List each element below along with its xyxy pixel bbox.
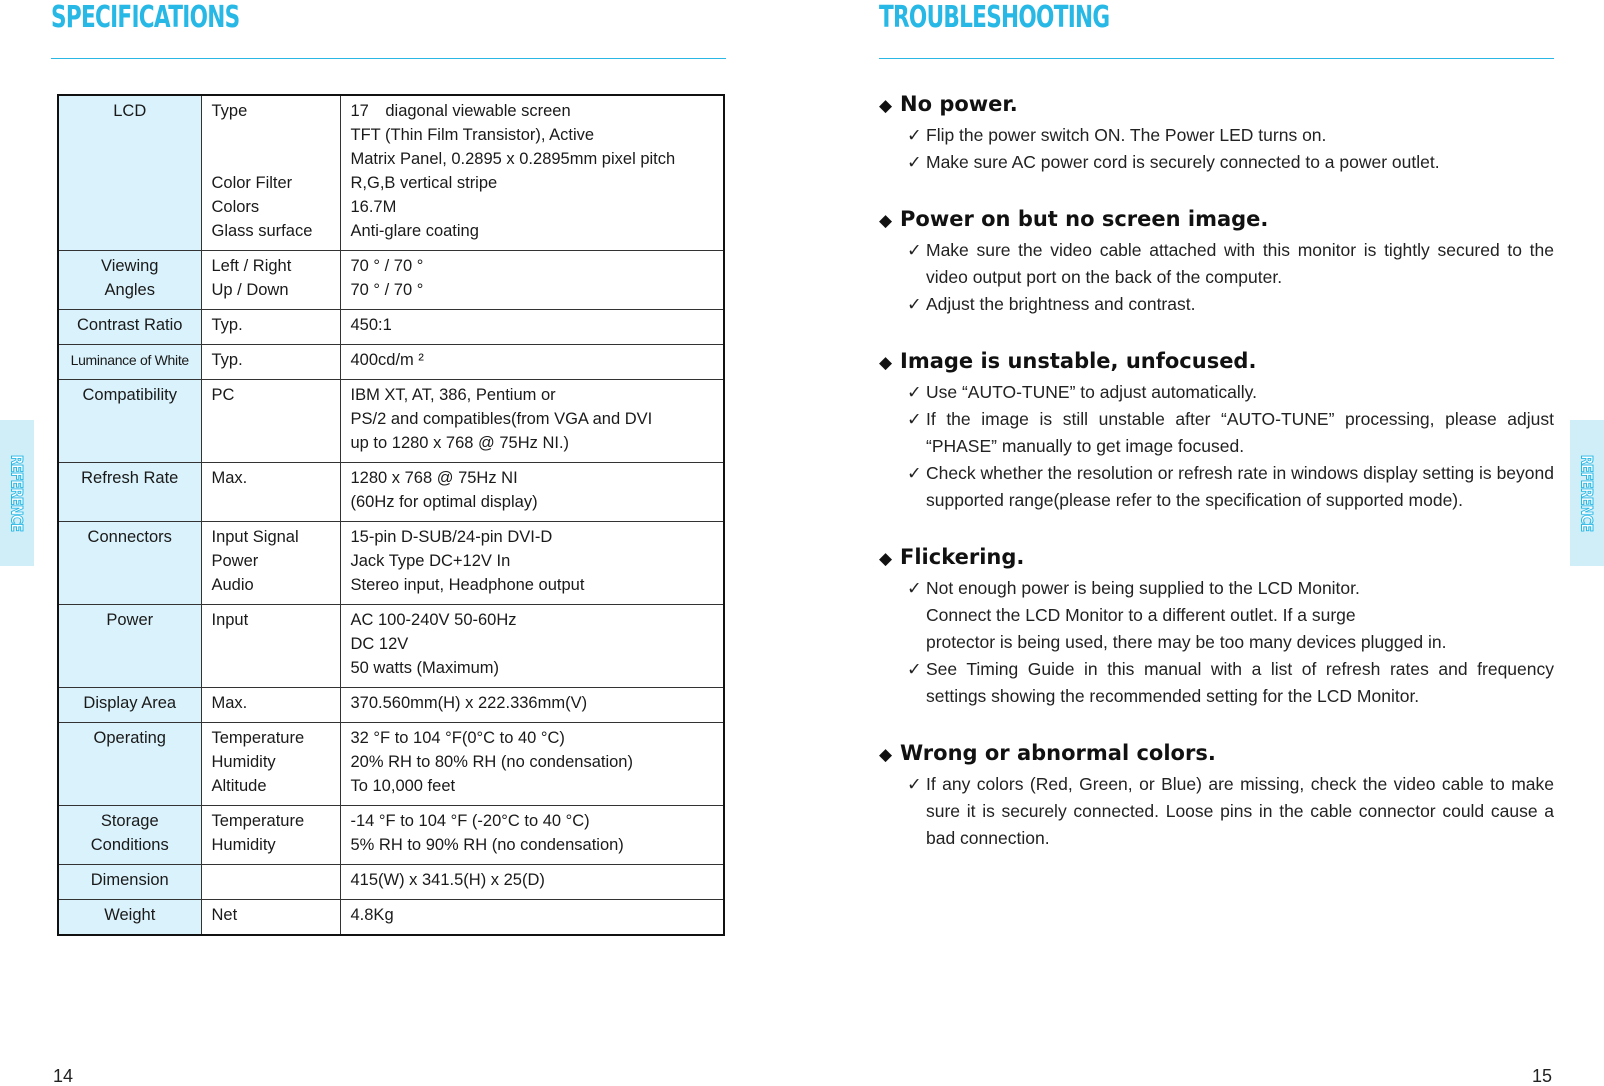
spec-category-cell <box>58 95 201 251</box>
spec-item-line: Color Filter <box>211 174 293 192</box>
troubleshooting-section <box>879 203 1554 318</box>
spec-category-line: Compatibility <box>82 386 177 404</box>
spec-value-line: 50 watts (Maximum) <box>350 659 500 677</box>
step-text: Make sure AC power cord is securely connected to a power outlet. <box>926 152 1440 172</box>
spec-item-line: Colors <box>211 198 260 216</box>
troubleshooting-step <box>879 771 1554 852</box>
spec-row <box>58 345 724 380</box>
troubleshooting-step <box>879 379 1554 406</box>
spec-category-line: Conditions <box>90 836 169 854</box>
spec-value-cell <box>340 900 724 936</box>
step-text: Adjust the brightness and contrast. <box>926 294 1196 314</box>
spec-item-line <box>212 123 340 147</box>
diamond-bullet-icon: ◆ <box>879 353 893 373</box>
specifications-table <box>57 94 725 936</box>
spec-row <box>58 463 724 522</box>
troubleshooting-section <box>879 88 1554 176</box>
spec-value-line: 4.8Kg <box>350 906 394 924</box>
spec-row <box>58 251 724 310</box>
spec-value-line: IBM XT, AT, 386, Pentium or <box>350 386 556 404</box>
spec-item-cell <box>201 463 340 522</box>
step-text: Use “AUTO-TUNE” to adjust automatically. <box>926 382 1257 402</box>
spec-item-cell <box>201 688 340 723</box>
spec-item-line: Typ. <box>211 351 243 369</box>
troubleshooting-heading <box>879 345 1554 379</box>
title-divider-left <box>51 58 726 59</box>
checkmark-icon: ✓ <box>907 463 922 483</box>
troubleshooting-heading <box>879 541 1554 575</box>
spec-item-line: Left / Right <box>211 257 292 275</box>
spec-row <box>58 95 724 251</box>
spec-item-line: Net <box>211 906 238 924</box>
reference-tab-label: REFERENCE <box>7 454 27 532</box>
spec-item-line <box>212 147 340 171</box>
step-text: If the image is still unstable after “AUTO-TUNE” processing, please adjust “PHASE” manually to get image focused. <box>926 409 1554 456</box>
checkmark-icon: ✓ <box>907 125 922 145</box>
spec-value-cell <box>340 380 724 463</box>
diamond-bullet-icon: ◆ <box>879 745 893 765</box>
spec-value-cell <box>340 345 724 380</box>
spec-category-line: Angles <box>104 281 155 299</box>
spec-value-cell <box>340 522 724 605</box>
spec-row <box>58 806 724 865</box>
spec-item-cell <box>201 310 340 345</box>
checkmark-icon: ✓ <box>907 578 922 598</box>
troubleshooting-heading <box>879 88 1554 122</box>
spec-category-line: Weight <box>104 906 156 924</box>
spec-value-cell <box>340 688 724 723</box>
spec-value-line: PS/2 and compatibles(from VGA and DVI <box>350 410 653 428</box>
spec-category-cell <box>58 723 201 806</box>
troubleshooting-step <box>879 149 1554 176</box>
spec-item-cell <box>201 900 340 936</box>
spec-value-line: 1280 x 768 @ 75Hz NI <box>350 469 518 487</box>
spec-row <box>58 865 724 900</box>
spec-value-line: 20% RH to 80% RH (no condensation) <box>350 753 633 771</box>
checkmark-icon: ✓ <box>907 240 922 260</box>
spec-item-line: Humidity <box>211 753 276 771</box>
troubleshooting-list <box>879 88 1554 852</box>
spec-value-line: up to 1280 x 768 @ 75Hz NI.) <box>350 434 570 452</box>
page-title-specifications: SPECIFICATIONS <box>51 0 240 35</box>
spec-item-line: Max. <box>211 469 248 487</box>
spec-category-cell <box>58 865 201 900</box>
spec-value-line: R,G,B vertical stripe <box>350 174 498 192</box>
spec-item-cell <box>201 95 340 251</box>
spec-item-cell <box>201 806 340 865</box>
reference-tab-right <box>1570 420 1604 566</box>
spec-value-line: 5% RH to 90% RH (no condensation) <box>350 836 624 854</box>
spec-category-line: Refresh Rate <box>81 469 179 487</box>
spec-item-cell <box>201 605 340 688</box>
spec-value-cell <box>340 806 724 865</box>
troubleshooting-step <box>879 291 1554 318</box>
spec-item-line: Glass surface <box>211 222 313 240</box>
spec-value-line: 70 ° / 70 ° <box>350 281 424 299</box>
spec-item-line: Humidity <box>211 836 276 854</box>
diamond-bullet-icon: ◆ <box>879 549 893 569</box>
spec-value-line: 400cd/m ² <box>350 351 424 369</box>
spec-item-line: Type <box>211 102 248 120</box>
spec-value-line: 17 diagonal viewable screen <box>350 102 571 120</box>
spec-category-cell <box>58 522 201 605</box>
spec-item-line: Up / Down <box>211 281 289 299</box>
troubleshooting-section <box>879 345 1554 514</box>
spec-item-cell <box>201 723 340 806</box>
spec-value-cell <box>340 251 724 310</box>
checkmark-icon: ✓ <box>907 382 922 402</box>
spec-category-cell <box>58 251 201 310</box>
spec-item-line: Typ. <box>211 316 243 334</box>
spec-category-line: Contrast Ratio <box>77 316 183 334</box>
spec-item-line: Audio <box>211 576 254 594</box>
heading-text: Image is unstable, unfocused. <box>900 349 1257 373</box>
heading-text: No power. <box>900 92 1018 116</box>
troubleshooting-heading <box>879 737 1554 771</box>
troubleshooting-section <box>879 541 1554 710</box>
spec-value-line: Matrix Panel, 0.2895 x 0.2895mm pixel pitch <box>350 150 676 168</box>
spec-category-cell <box>58 605 201 688</box>
spec-value-cell <box>340 310 724 345</box>
spec-category-cell <box>58 900 201 936</box>
heading-text: Wrong or abnormal colors. <box>900 741 1216 765</box>
troubleshooting-section <box>879 737 1554 852</box>
title-divider-right <box>879 58 1554 59</box>
spec-value-line: 15-pin D-SUB/24-pin DVI-D <box>350 528 553 546</box>
spec-item-line: PC <box>211 386 235 404</box>
step-text: Flip the power switch ON. The Power LED turns on. <box>926 125 1327 145</box>
checkmark-icon: ✓ <box>907 294 922 314</box>
spec-category-cell <box>58 380 201 463</box>
checkmark-icon: ✓ <box>907 409 922 429</box>
spec-value-cell <box>340 95 724 251</box>
troubleshooting-heading <box>879 203 1554 237</box>
spec-item-line: Input Signal <box>211 528 299 546</box>
spec-item-line: Altitude <box>211 777 267 795</box>
checkmark-icon: ✓ <box>907 152 922 172</box>
spec-category-cell <box>58 463 201 522</box>
step-text: Not enough power is being supplied to the LCD Monitor. <box>926 578 1360 598</box>
spec-item-cell <box>201 345 340 380</box>
checkmark-icon: ✓ <box>907 774 922 794</box>
spec-category-cell <box>58 806 201 865</box>
troubleshooting-step <box>879 406 1554 460</box>
spec-item-line: Input <box>211 611 249 629</box>
troubleshooting-step <box>879 237 1554 291</box>
spec-value-line: To 10,000 feet <box>350 777 456 795</box>
spec-item-cell <box>201 522 340 605</box>
spec-category-cell <box>58 688 201 723</box>
diamond-bullet-icon: ◆ <box>879 211 893 231</box>
step-text: Make sure the video cable attached with this monitor is tightly secured to the video output port on the back of the computer. <box>926 240 1554 287</box>
spec-row <box>58 605 724 688</box>
reference-tab-left <box>0 420 34 566</box>
spec-item-line: Temperature <box>211 812 305 830</box>
spec-value-line: Stereo input, Headphone output <box>350 576 585 594</box>
step-text: Connect the LCD Monitor to a different outlet. If a surge <box>926 605 1356 625</box>
checkmark-icon: ✓ <box>907 659 922 679</box>
spec-item-cell <box>201 865 340 900</box>
spec-category-cell <box>58 310 201 345</box>
spec-value-line: 450:1 <box>350 316 392 334</box>
spec-value-cell <box>340 605 724 688</box>
troubleshooting-step <box>879 656 1554 710</box>
heading-text: Flickering. <box>900 545 1025 569</box>
page-number-left: 14 <box>53 1066 74 1086</box>
spec-value-cell <box>340 463 724 522</box>
spec-row <box>58 900 724 936</box>
step-text: protector is being used, there may be too many devices plugged in. <box>926 632 1447 652</box>
troubleshooting-step <box>879 575 1554 656</box>
spec-category-line: Storage <box>100 812 159 830</box>
spec-row <box>58 310 724 345</box>
spec-value-line: TFT (Thin Film Transistor), Active <box>350 126 595 144</box>
spec-value-line: (60Hz for optimal display) <box>350 493 538 511</box>
step-text: Check whether the resolution or refresh rate in windows display setting is beyond supported range(please refer to the specification of supported mode). <box>926 463 1554 510</box>
troubleshooting-step <box>879 122 1554 149</box>
spec-value-line: AC 100-240V 50-60Hz <box>350 611 517 629</box>
spec-category-line: LCD <box>113 102 147 120</box>
heading-text: Power on but no screen image. <box>900 207 1269 231</box>
spec-item-line: Temperature <box>211 729 305 747</box>
spec-value-cell <box>340 723 724 806</box>
spec-category-line: Operating <box>93 729 166 747</box>
spec-value-line: Anti-glare coating <box>350 222 479 240</box>
spec-item-line <box>212 868 340 892</box>
spec-row <box>58 688 724 723</box>
spec-value-line: 370.560mm(H) x 222.336mm(V) <box>350 694 588 712</box>
troubleshooting-step <box>879 460 1554 514</box>
reference-tab-label: REFERENCE <box>1577 454 1597 532</box>
spec-item-line: Power <box>211 552 259 570</box>
spec-value-line: 70 ° / 70 ° <box>350 257 424 275</box>
spec-category-line: Dimension <box>90 871 169 889</box>
step-text: See Timing Guide in this manual with a list of refresh rates and frequency settings showing the recommended setting for the LCD Monitor. <box>926 659 1554 706</box>
spec-value-line: 415(W) x 341.5(H) x 25(D) <box>350 871 545 889</box>
spec-category-line: Luminance of White <box>70 352 189 368</box>
spec-value-line: 16.7M <box>350 198 397 216</box>
spec-value-line: DC 12V <box>350 635 409 653</box>
spec-row <box>58 380 724 463</box>
spec-value-cell <box>340 865 724 900</box>
page-title-troubleshooting: TROUBLESHOOTING <box>879 0 1110 35</box>
page-number-right: 15 <box>1532 1066 1553 1086</box>
spec-category-cell <box>58 345 201 380</box>
spec-value-line: Jack Type DC+12V In <box>350 552 511 570</box>
spec-item-cell <box>201 380 340 463</box>
spec-category-line: Display Area <box>83 694 177 712</box>
step-text: If any colors (Red, Green, or Blue) are missing, check the video cable to make sure it is securely connected. Loose pins in the cable connector could cause a bad connection. <box>926 774 1554 848</box>
spec-value-line: 32 °F to 104 °F(0°C to 40 °C) <box>350 729 565 747</box>
spec-row <box>58 723 724 806</box>
spec-item-line: Max. <box>211 694 248 712</box>
spec-item-cell <box>201 251 340 310</box>
diamond-bullet-icon: ◆ <box>879 96 893 116</box>
spec-category-line: Viewing <box>101 257 159 275</box>
spec-category-line: Power <box>106 611 154 629</box>
spec-category-line: Connectors <box>87 528 172 546</box>
spec-value-line: -14 °F to 104 °F (-20°C to 40 °C) <box>350 812 590 830</box>
spec-row <box>58 522 724 605</box>
